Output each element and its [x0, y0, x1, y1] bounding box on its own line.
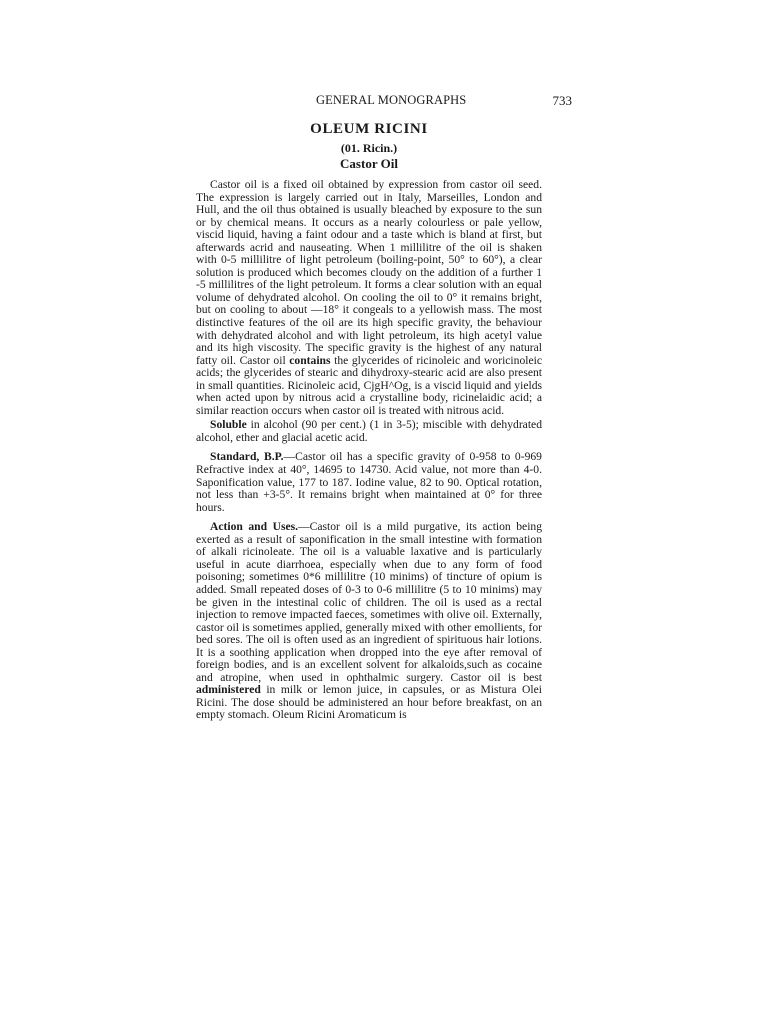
- monograph-abbreviation: (01. Ricin.): [340, 141, 398, 155]
- administered-keyword: administered: [196, 683, 261, 697]
- running-header: [316, 93, 576, 109]
- description-text-part-1: Castor oil is a fixed oil obtained by expression from castor oil seed. The expression is largely carried out in Italy, Marseilles, London and Hull, and the oil thus obtained is usually bleached by exposure to the sun or by chemical means. It occurs as a nearly colourless or pale yellow, viscid liquid, having a faint odour and a taste which is bland at first, but afterwards acrid and nauseating. When 1 millilitre of the oil is shaken with 0-5 millilitre of light petroleum (boiling-point, 50° to 60°), a clear solution is produced which becomes cloudy on the addition of a further 1 -5 millilitres of the light petroleum. It forms a clear solution with an equal volume of dehydrated alcohol. On cooling the oil to 0° it remains bright, but on cooling to about —18° it congeals to a yellowish mass. The most distinctive features of the oil are its high specific gravity, the behaviour with dehydrated alcohol and with light petroleum, its high acetyl value and its high viscosity. The specific gravity is the highest of any natural fatty oil. Castor oil: [196, 178, 542, 367]
- action-uses-paragraph: [196, 521, 542, 722]
- action-text-part-1: —Castor oil is a mild purgative, its action being exerted as a result of saponification in the small intestine with formation of alkali ricinoleate. The oil is a valuable laxative and is particularly useful in acute diarrhoea, especially when due to any form of food poisoning; sometimes 0*6 millilitre (10 minims) of tincture of opium is added. Small repeated doses of 0-3 to 0-6 millilitre (5 to 10 minims) may be given in the intestinal colic of children. The oil is used as a rectal injection to remove impacted faeces, sometimes with olive oil. Externally, castor oil is sometimes applied, generally mixed with other emollients, for bed sores. The oil is often used as an ingredient of spirituous hair lotions. It is a soothing application when dropped into the eye after removal of foreign bodies, and is an excellent solvent for alkaloids,such as cocaine and atropine, when used in ophthalmic surgery. Castor oil is best: [196, 520, 543, 684]
- standard-label: Standard, B.P.: [210, 450, 284, 464]
- standard-text: —Castor oil has a specific gravity of 0-958 to 0-969 Refractive index at 40°, 14695 to 14730. Acid value, not more than 4-0. Saponification value, 177 to 187. Iodine value, 82 to 90. Optical rotation, not less than +3-5°. It remains bright when maintained at 0° for three hours.: [196, 450, 542, 514]
- solubility-paragraph: [196, 419, 542, 444]
- description-paragraph: [196, 179, 542, 417]
- soluble-text: in alcohol (90 per cent.) (1 in 3-5); miscible with dehydrated alcohol, ether and glacial acetic acid.: [196, 418, 542, 444]
- section-title: GENERAL MONOGRAPHS: [316, 93, 467, 107]
- monograph-title: OLEUM RICINI: [310, 121, 428, 137]
- action-uses-label: Action and Uses.: [210, 520, 299, 534]
- monograph-common-name: Castor Oil: [340, 156, 398, 171]
- soluble-label: Soluble: [210, 418, 247, 432]
- standard-paragraph: [196, 451, 542, 514]
- page-number: 733: [552, 93, 572, 108]
- contains-keyword: contains: [289, 353, 331, 367]
- description-text-part-2: the glycerides of ricinoleic and woricinoleic acids; the glycerides of stearic and dihydroxy-stearic acid are also present in small quantities. Ricinoleic acid, CjgH^Og, is a viscid liquid and yields when acted upon by nitrous acid a crystalline body, ricinelaidic acid; a similar reaction occurs when castor oil is treated with nitrous acid.: [196, 353, 542, 417]
- monograph-body: [196, 179, 542, 722]
- action-text-part-2: in milk or lemon juice, in capsules, or as Mistura Olei Ricini. The dose should be administered an hour before breakfast, on an empty stomach. Oleum Ricini Aromaticum is: [196, 683, 542, 722]
